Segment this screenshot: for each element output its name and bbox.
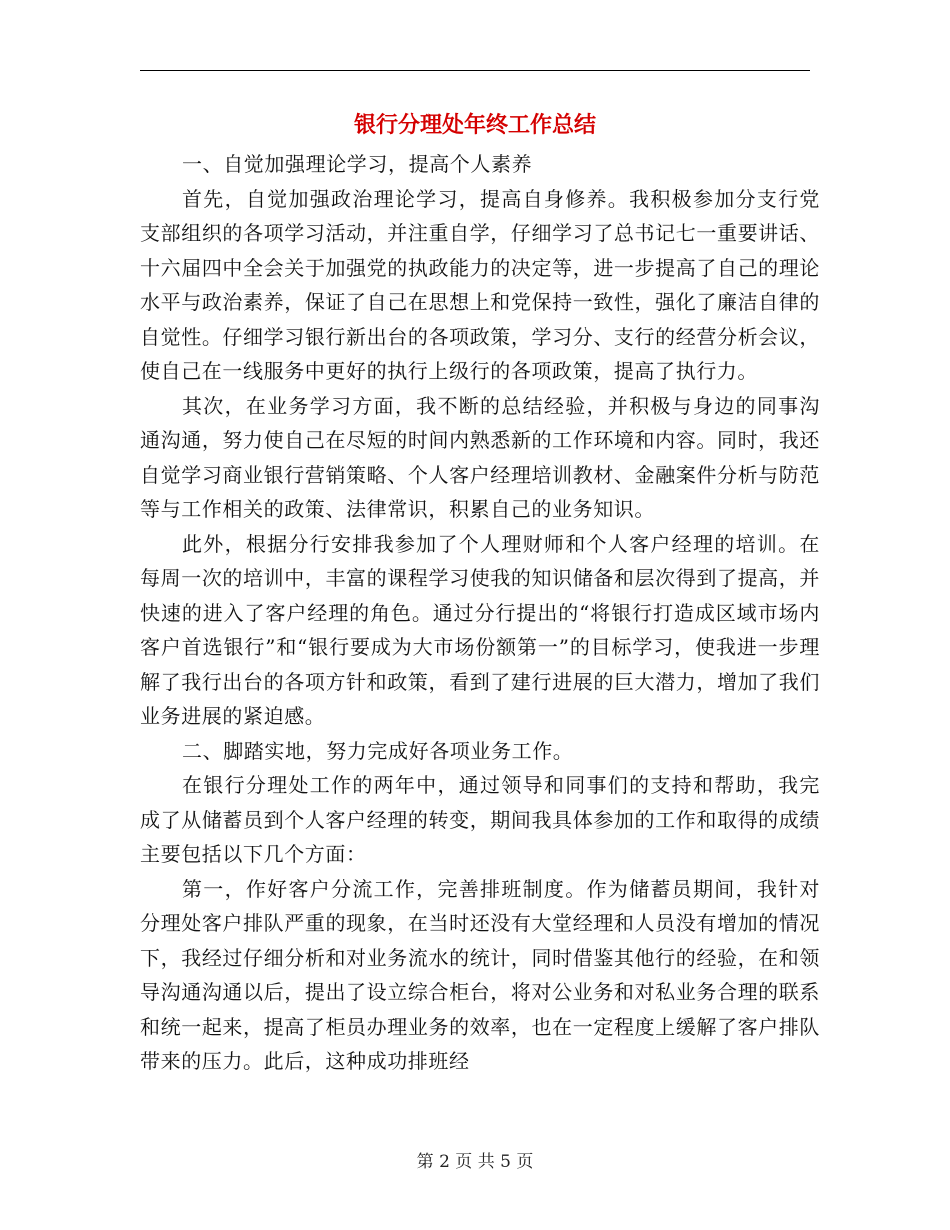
header-rule bbox=[140, 70, 810, 71]
document-title: 银行分理处年终工作总结 bbox=[353, 113, 596, 138]
body-paragraph: 首先，自觉加强政治理论学习，提高自身修养。我积极参加分支行党支部组织的各项学习活动，并注重自学，仔细学习了总书记七一重要讲话、十六届四中全会关于加强党的执政能力的决定等，进一步提高了自己的理论水平与政治素养，保证了自己在思想上和党保持一致性，强化了廉洁自律的自觉性。仔细学习银行新出台的各项政策，学习分、支行的经营分析会议，使自己在一线服务中更好的执行上级行的各项政策，提高了执行力。 bbox=[140, 186, 820, 383]
section-heading-2: 二、脚踏实地，努力完成好各项业务工作。 bbox=[182, 738, 574, 763]
body-paragraph: 其次，在业务学习方面，我不断的总结经验，并积极与身边的同事沟通沟通，努力使自己在尽短的时间内熟悉新的工作环境和内容。同时，我还自觉学习商业银行营销策略、个人客户经理培训教材、金融案件分析与防范等与工作相关的政策、法律常识，积累自己的业务知识。 bbox=[140, 393, 820, 521]
body-paragraph: 第一，作好客户分流工作，完善排班制度。作为储蓄员期间，我针对分理处客户排队严重的现象，在当时还没有大堂经理和人员没有增加的情况下，我经过仔细分析和对业务流水的统计，同时借鉴其他行的经验，在和领导沟通沟通以后，提出了设立综合柜台，将对公业务和对私业务合理的联系和统一起来，提高了柜员办理业务的效率，也在一定程度上缓解了客户排队带来的压力。此后，这种成功排班经 bbox=[140, 876, 820, 1073]
page-number: 第 2 页 共 5 页 bbox=[416, 1152, 534, 1172]
section-heading-1: 一、自觉加强理论学习，提高个人素养 bbox=[182, 152, 533, 176]
document-body bbox=[140, 147, 820, 1079]
body-paragraph: 此外，根据分行安排我参加了个人理财师和个人客户经理的培训。在每周一次的培训中，丰富的课程学习使我的知识储备和层次得到了提高，并快速的进入了客户经理的角色。通过分行提出的“将银行打造成区域市场内客户首选银行”和“银行要成为大市场份额第一”的目标学习，使我进一步理解了我行出台的各项方针和政策，看到了建行进展的巨大潜力，增加了我们业务进展的紧迫感。 bbox=[140, 531, 820, 728]
body-paragraph: 在银行分理处工作的两年中，通过领导和同事们的支持和帮助，我完成了从储蓄员到个人客户经理的转变，期间我具体参加的工作和取得的成绩主要包括以下几个方面： bbox=[140, 773, 820, 866]
